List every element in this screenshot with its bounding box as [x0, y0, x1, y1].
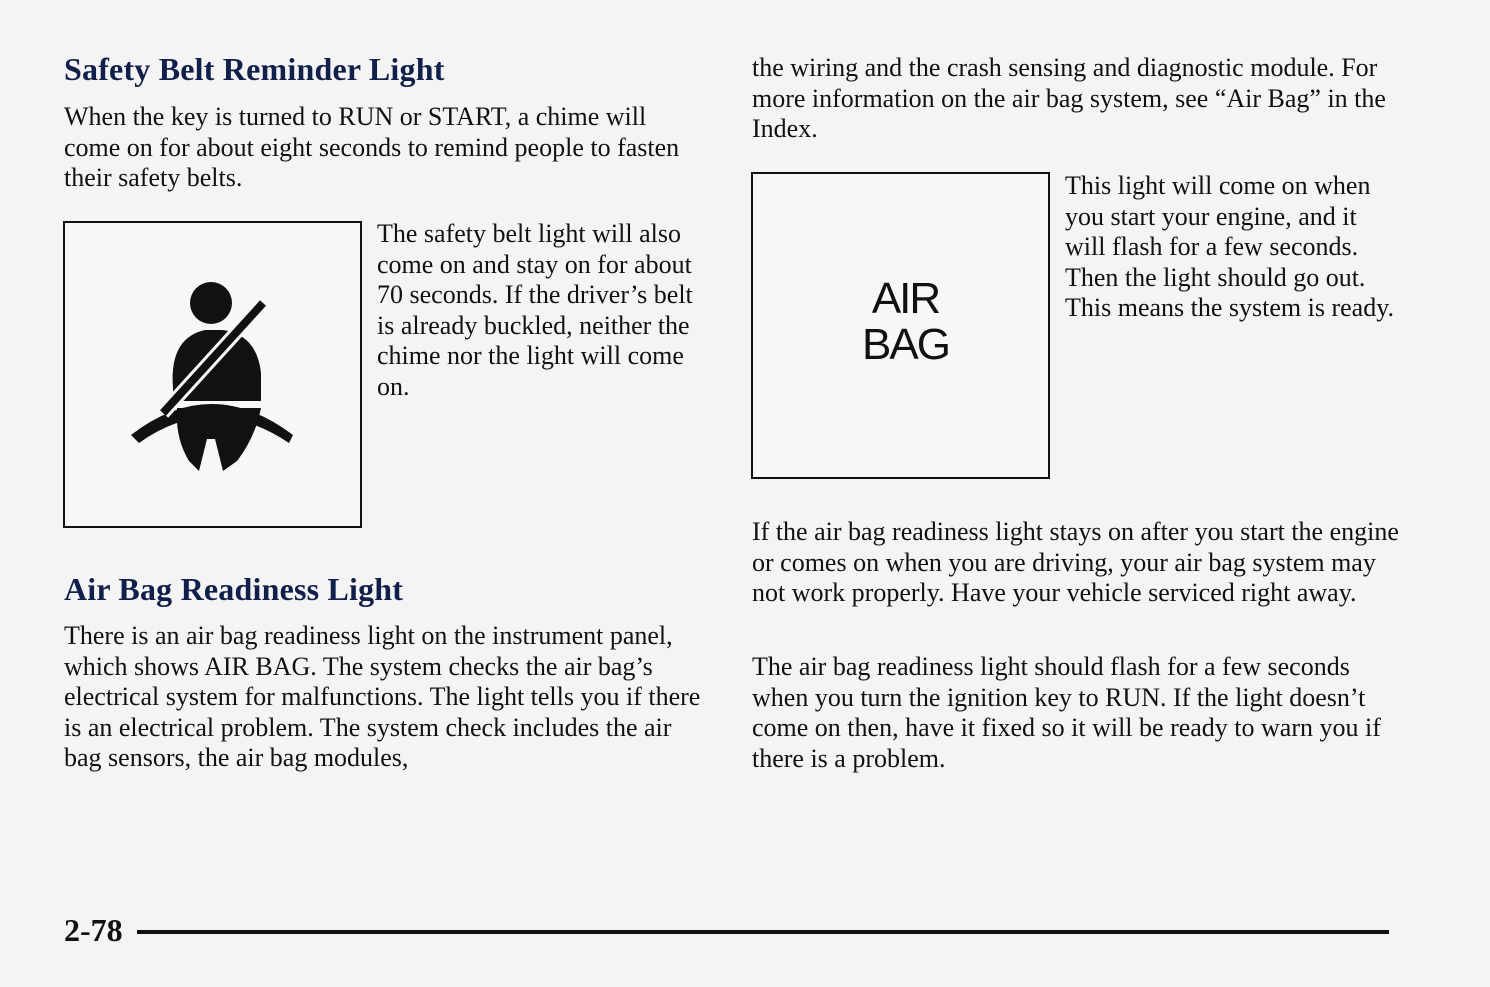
seatbelt-icon-box — [63, 221, 362, 528]
section-title-airbag-readiness: Air Bag Readiness Light — [64, 571, 404, 607]
airbag-paragraph-1: If the air bag readiness light stays on after you start the engine or comes on when you are driving, your air bag system may not work properly. Have your vehicle serviced right away. — [752, 517, 1399, 607]
airbag-icon-line1: AIR — [871, 273, 940, 323]
airbag-continuation-text: the wiring and the crash sensing and diagnostic module. For more information on the air bag system, see “Air Bag” in the Index. — [752, 53, 1386, 143]
airbag-icon — [862, 273, 949, 369]
page-number: 2-78 — [64, 912, 123, 948]
airbag-side-text: This light will come on when you start your engine, and it will flash for a few seconds. Then the light should go out. This means the system is ready. — [1065, 171, 1395, 322]
airbag-icon-box — [751, 172, 1050, 479]
airbag-paragraph-2: The air bag readiness light should flash for a few seconds when you turn the ignition key to RUN. If the light doesn’t come on then, have it fixed so it will be ready to warn you if there is a problem. — [752, 652, 1381, 773]
airbag-icon-line2: BAG — [862, 319, 949, 369]
safety-belt-intro: When the key is turned to RUN or START, a chime will come on for about eight seconds to remind people to fasten their safety belts. — [64, 102, 680, 192]
seatbelt-icon — [65, 223, 360, 526]
airbag-readiness-body: There is an air bag readiness light on the instrument panel, which shows AIR BAG. The system checks the air bag’s electrical system for malfunctions. The light tells you if there is an electrical problem. The system check includes the air bag sensors, the air bag modules, — [64, 621, 701, 772]
section-title-safety-belt: Safety Belt Reminder Light — [64, 51, 445, 87]
footer-rule — [137, 930, 1389, 934]
safety-belt-side-text: The safety belt light will also come on and stay on for about 70 seconds. If the driver’s belt is already buckled, neither the chime nor the light will come on. — [377, 219, 693, 401]
